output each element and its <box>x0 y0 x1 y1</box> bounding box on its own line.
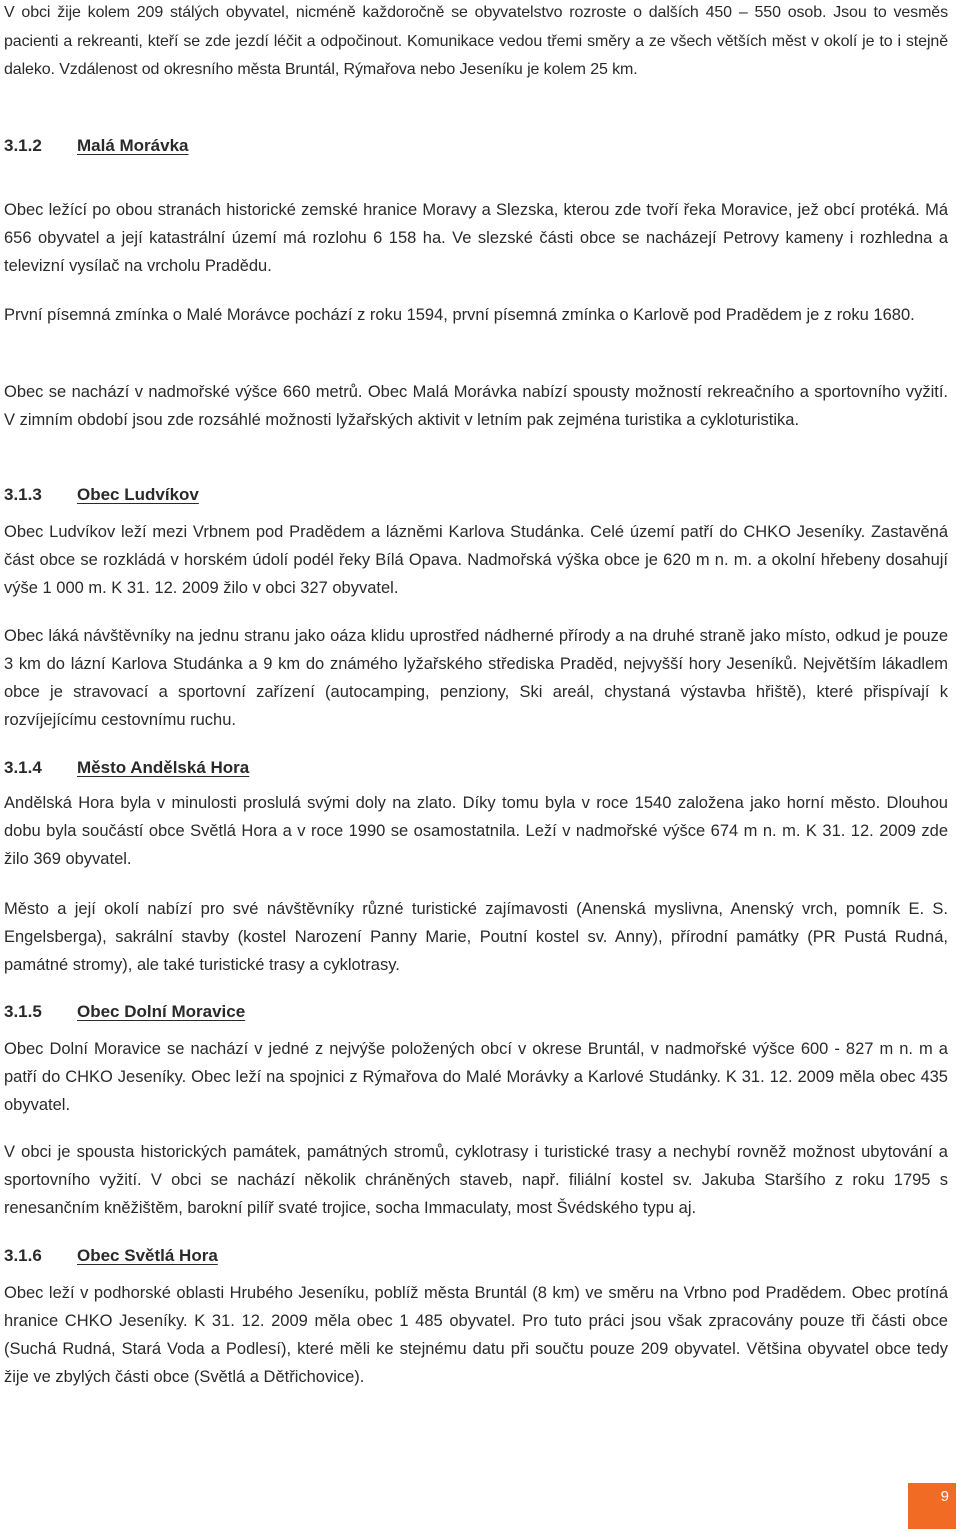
section-body-andelska-hora <box>4 789 948 873</box>
section-title: Město Andělská Hora <box>77 758 250 777</box>
section-body-dolni-moravice <box>4 1035 948 1119</box>
section-body-svetla-hora <box>4 1279 948 1391</box>
section-heading-dolni-moravice <box>4 1000 245 1024</box>
section-number: 3.1.5 <box>4 1002 42 1021</box>
intro-paragraph: V obci žije kolem 209 stálých obyvatel, nicméně každoročně se obyvatelstvo rozroste o dalších 450 – 550 osob. Jsou to vesměs pacienti a rekreanti, kteří se zde jezdí léčit a odpočinout. Komunikace vedou třemi směry a ze všech větších měst v okolí je to i stejně daleko. Vzdálenost od okresního města Bruntál, Rýmařova nebo Jeseníku je kolem 25 km. <box>4 4 948 78</box>
section-heading-mala-moravka <box>4 134 189 158</box>
section-number: 3.1.2 <box>4 136 42 155</box>
paragraph: Obec leží v podhorské oblasti Hrubého Jeseníku, poblíž města Bruntál (8 km) ve směru na Vrbno pod Pradědem. Obec protíná hranice CHKO Jeseníky. K 31. 12. 2009 měla obec 1 485 obyvatel. Pro tuto práci jsou však zpracovány pouze tři části obce (Suchá Rudná, Stará Voda a Podlesí), které měli ke stejnému datu při součtu pouze 209 obyvatel. Většina obyvatel obce tedy žije ve zbylých části obce (Světlá a Dětřichovice). <box>4 1284 948 1386</box>
section-heading-andelska-hora <box>4 756 249 780</box>
section-number: 3.1.4 <box>4 758 42 777</box>
paragraph: Obec ležící po obou stranách historické zemské hranice Moravy a Slezska, kterou zde tvoří řeka Moravice, jež obcí protéká. Má 656 obyvatel a její katastrální území má rozlohu 6 158 ha. Ve slezské části obce se nacházejí Petrovy kameny i rozhledna a televizní vysílač na vrcholu Pradědu. <box>4 201 948 275</box>
page-number-badge: 9 <box>908 1483 956 1529</box>
paragraph: První písemná zmínka o Malé Morávce pochází z roku 1594, první písemná zmínka o Karlově pod Pradědem je z roku 1680. <box>4 306 915 324</box>
section-body-mala-moravka-3 <box>4 378 948 434</box>
section-number: 3.1.6 <box>4 1246 42 1265</box>
paragraph: Město a její okolí nabízí pro své návštěvníky různé turistické zajímavosti (Anenská myslivna, Anenský vrch, pomník E. S. Engelsberga), sakrální stavby (kostel Narození Panny Marie, Poutní kostel sv. Anny), přírodní památky (PR Pustá Rudná, památné stromy), ale také turistické trasy a cyklotrasy. <box>4 900 948 974</box>
paragraph: V obci je spousta historických památek, památných stromů, cyklotrasy i turistické trasy a nechybí rovněž možnost ubytování a sportovního vyžití. V obci se nachází několik chráněných staveb, např. filiální kostel sv. Jakuba Staršího z roku 1795 s renesančním kněžištěm, barokní pilíř svaté trojice, socha Immaculaty, most Švédského typu aj. <box>4 1143 948 1217</box>
section-number: 3.1.3 <box>4 485 42 504</box>
section-heading-ludvikov <box>4 483 199 507</box>
section-body-ludvikov <box>4 518 948 602</box>
paragraph: Obec láká návštěvníky na jednu stranu jako oáza klidu uprostřed nádherné přírody a na druhé straně jako místo, odkud je pouze 3 km do lázní Karlova Studánka a 9 km do známého lyžařského střediska Praděd, nejvyšší hory Jeseníků. Největším lákadlem obce je stravovací a sportovní zařízení (autocamping, penziony, Ski areál, chystaná výstavba hřiště), které přispívají k rozvíjejícímu cestovnímu ruchu. <box>4 627 948 729</box>
section-title: Obec Dolní Moravice <box>77 1002 246 1021</box>
section-body-ludvikov-2 <box>4 622 948 734</box>
section-title: Obec Ludvíkov <box>77 485 199 504</box>
paragraph: Obec Dolní Moravice se nachází v jedné z nejvýše položených obcí v okrese Bruntál, v nadmořské výšce 600 - 827 m n. m a patří do CHKO Jeseníky. Obec leží na spojnici z Rýmařova do Malé Morávky a Karlové Studánky. K 31. 12. 2009 měla obec 435 obyvatel. <box>4 1040 948 1114</box>
section-body-mala-moravka-2 <box>4 301 948 329</box>
paragraph: Obec Ludvíkov leží mezi Vrbnem pod Pradědem a lázněmi Karlova Studánka. Celé území patří do CHKO Jeseníky. Zastavěná část obce se rozkládá v horském údolí podél řeky Bílá Opava. Nadmořská výška obce je 620 m n. m. a okolní hřebeny dosahují výše 1 000 m. K 31. 12. 2009 žilo v obci 327 obyvatel. <box>4 523 948 597</box>
paragraph: Andělská Hora byla v minulosti proslulá svými doly na zlato. Díky tomu byla v roce 1540 založena jako horní město. Dlouhou dobu byla součástí obce Světlá Hora a v roce 1990 se osamostatnila. Leží v nadmořské výšce 674 m n. m. K 31. 12. 2009 zde žilo 369 obyvatel. <box>4 794 948 868</box>
section-title: Malá Morávka <box>77 136 189 155</box>
section-body-andelska-hora-2 <box>4 895 948 979</box>
intro-block <box>4 0 948 85</box>
section-body-dolni-moravice-2 <box>4 1138 948 1222</box>
section-heading-svetla-hora <box>4 1244 218 1268</box>
paragraph: Obec se nachází v nadmořské výšce 660 metrů. Obec Malá Morávka nabízí spousty možností rekreačního a sportovního vyžití. V zimním období jsou zde rozsáhlé možnosti lyžařských aktivit v letním pak zejména turistika a cykloturistika. <box>4 383 948 429</box>
section-body-mala-moravka <box>4 196 948 280</box>
section-title: Obec Světlá Hora <box>77 1246 218 1265</box>
